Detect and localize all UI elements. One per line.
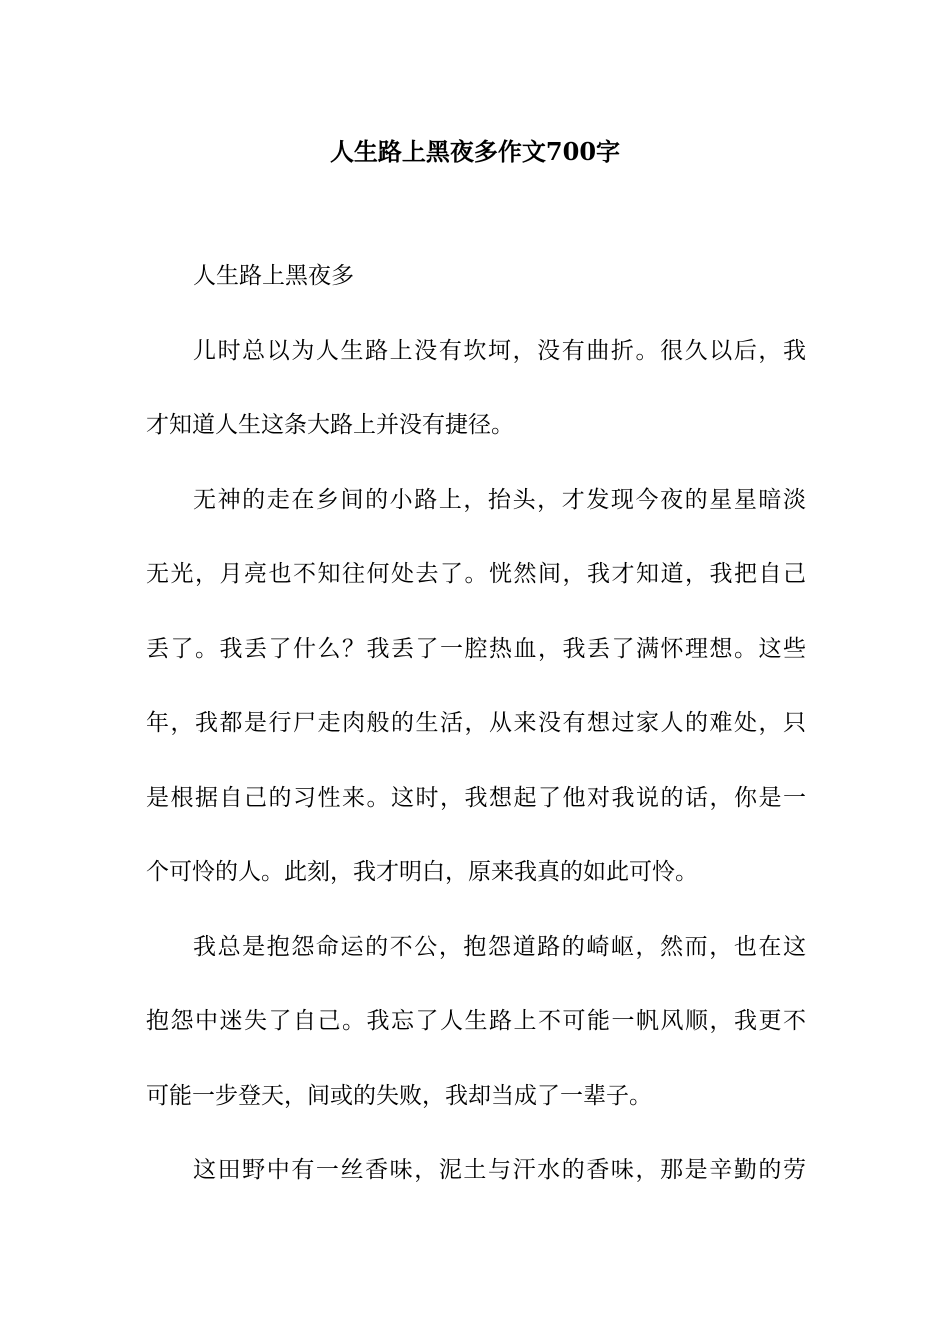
document-title: 人生路上黑夜多作文700字 [329, 137, 621, 166]
text-line-6: 丢了。我丢了什么？我丢了一腔热血，我丢了满怀理想。这些 [146, 635, 806, 662]
text-line-11: 抱怨中迷失了自己。我忘了人生路上不可能一帆风顺，我更不 [146, 1008, 806, 1034]
text-line-3: 才知道人生这条大路上并没有捷径。 [146, 412, 514, 438]
text-line-12: 可能一步登天，间或的失败，我却当成了一辈子。 [146, 1082, 652, 1109]
text-line-7: 年，我都是行尸走肉般的生活，从来没有想过家人的难处，只 [146, 710, 806, 736]
text-line-9: 个可怜的人。此刻，我才明白，原来我真的如此可怜。 [146, 859, 698, 885]
text-line-5: 无光，月亮也不知往何处去了。恍然间，我才知道，我把自己 [146, 561, 806, 587]
text-line-4: 无神的走在乡间的小路上，抬头，才发现今夜的星星暗淡 [193, 486, 806, 513]
text-line-2: 儿时总以为人生路上没有坎坷，没有曲折。很久以后，我 [193, 337, 806, 364]
document-body [146, 256, 806, 1225]
text-line-13: 这田野中有一丝香味，泥土与汗水的香味，那是辛勤的劳 [193, 1157, 806, 1183]
text-line-8: 是根据自己的习性来。这时，我想起了他对我说的话，你是一 [146, 784, 806, 811]
text-line-10: 我总是抱怨命运的不公，抱怨道路的崎岖，然而，也在这 [193, 933, 806, 960]
text-line-1: 人生路上黑夜多 [193, 263, 354, 289]
